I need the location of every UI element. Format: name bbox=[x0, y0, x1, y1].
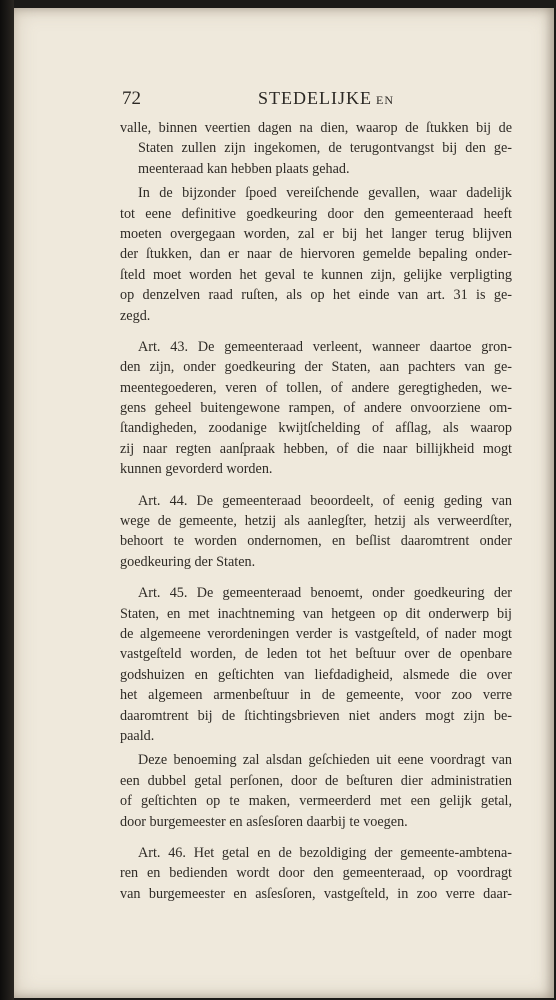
text-line: meentegoederen, veren of tollen, of andere geregtigheden, we- bbox=[120, 379, 512, 396]
text-line: tot eene definitive goedkeuring door den gemeenteraad heeft bbox=[120, 205, 512, 222]
text-line: of geſtichten op te maken, vermeerderd met een gelijk getal, bbox=[120, 793, 512, 810]
text-line: vastgeſteld worden, de leden tot het beſtuur over de openbare bbox=[120, 646, 512, 663]
paragraph-continuation bbox=[120, 118, 512, 179]
text-line: daaromtrent bij de ſtichtingsbrieven niet anders mogt zijn be- bbox=[120, 707, 512, 724]
text-line: van burgemeester en asſesſoren, vastgeſteld, in zoo verre daar- bbox=[120, 885, 512, 902]
text-line: wege de gemeente, hetzij als aanlegſter, hetzij als verweerdſter, bbox=[120, 513, 512, 530]
text-line: ſteld moet worden het geval te kunnen zijn, gelijke verpligting bbox=[120, 266, 512, 283]
text-line: Art. 45. De gemeenteraad benoemt, onder goedkeuring der bbox=[138, 585, 512, 602]
paragraph-benoeming bbox=[120, 750, 512, 832]
text-line: behoort te worden ondernomen, en beſlist daaromtrent onder bbox=[120, 533, 512, 550]
page-number: 72 bbox=[122, 88, 141, 109]
text-line: kunnen gevorderd worden. bbox=[120, 461, 273, 478]
text-line: meenteraad kan hebben plaats gehad. bbox=[138, 160, 350, 177]
page-body bbox=[120, 118, 512, 904]
text-line: de algemeene verordeningen verder is vastgeſteld, of nader mogt bbox=[120, 625, 512, 642]
article-44 bbox=[120, 491, 512, 573]
text-line: der ſtukken, dan er naar de hiervoren gemelde bepaling onder- bbox=[120, 246, 512, 263]
text-line: Art. 44. De gemeenteraad beoordeelt, of eenig geding van bbox=[138, 492, 512, 509]
running-title bbox=[258, 88, 394, 109]
text-line: het algemeen armenbeſtuur in de gemeente, voor zoo verre bbox=[120, 687, 512, 704]
paragraph-spoed bbox=[120, 183, 512, 326]
running-title-main: STEDELIJKE bbox=[258, 88, 372, 108]
text-line: door burgemeester en asſesſoren daarbij te voegen. bbox=[120, 813, 408, 830]
book-spine-shadow bbox=[0, 0, 14, 1000]
text-line: gens geheel buitengewone rampen, of andere onvoorziene om- bbox=[120, 400, 512, 417]
text-line: zegd. bbox=[120, 307, 151, 324]
text-line: valle, binnen veertien dagen na dien, waarop de ſtukken bij de bbox=[120, 120, 512, 136]
text-line: paald. bbox=[120, 727, 155, 744]
text-line: ſtandigheden, zoodanige kwijtſchelding of afſlag, als waarop bbox=[120, 420, 512, 437]
article-43 bbox=[120, 337, 512, 480]
text-line: Art. 46. Het getal en de bezoldiging der gemeente-ambtena- bbox=[138, 844, 512, 861]
text-line: Deze benoeming zal alsdan geſchieden uit eene voordragt van bbox=[138, 752, 512, 769]
text-line: Art. 43. De gemeenteraad verleent, wanneer daartoe gron- bbox=[138, 338, 512, 355]
article-46 bbox=[120, 843, 512, 904]
text-line: een dubbel getal perſonen, door de beſturen dier administratien bbox=[120, 772, 512, 789]
text-line: zij naar regten aanſpraak hebben, of die naar billijkheid mogt bbox=[120, 440, 512, 457]
running-header bbox=[0, 82, 556, 112]
text-line: godshuizen en geſtichten van liefdadigheid, alsmede die over bbox=[120, 666, 512, 683]
text-line: goedkeuring der Staten. bbox=[120, 553, 256, 570]
text-line: op denzelven raad ruſten, als op het einde van art. 31 is ge- bbox=[120, 287, 512, 304]
running-title-suffix: EN bbox=[375, 93, 394, 107]
text-line: ren en bedienden wordt door den gemeenteraad, op voordragt bbox=[120, 865, 512, 882]
text-line: Staten zullen zijn ingekomen, de terugontvangst bij den ge- bbox=[138, 140, 512, 157]
article-45 bbox=[120, 583, 512, 746]
text-line: moeten overgegaan worden, zal er bij het langer terug blijven bbox=[120, 225, 512, 242]
text-line: In de bijzonder ſpoed vereiſchende gevallen, waar dadelijk bbox=[138, 185, 512, 202]
text-line: Staten, en met inachtneming van hetgeen op dit onderwerp bij bbox=[120, 605, 512, 622]
text-line: den zijn, onder goedkeuring der Staten, aan pachters van ge- bbox=[120, 359, 512, 376]
